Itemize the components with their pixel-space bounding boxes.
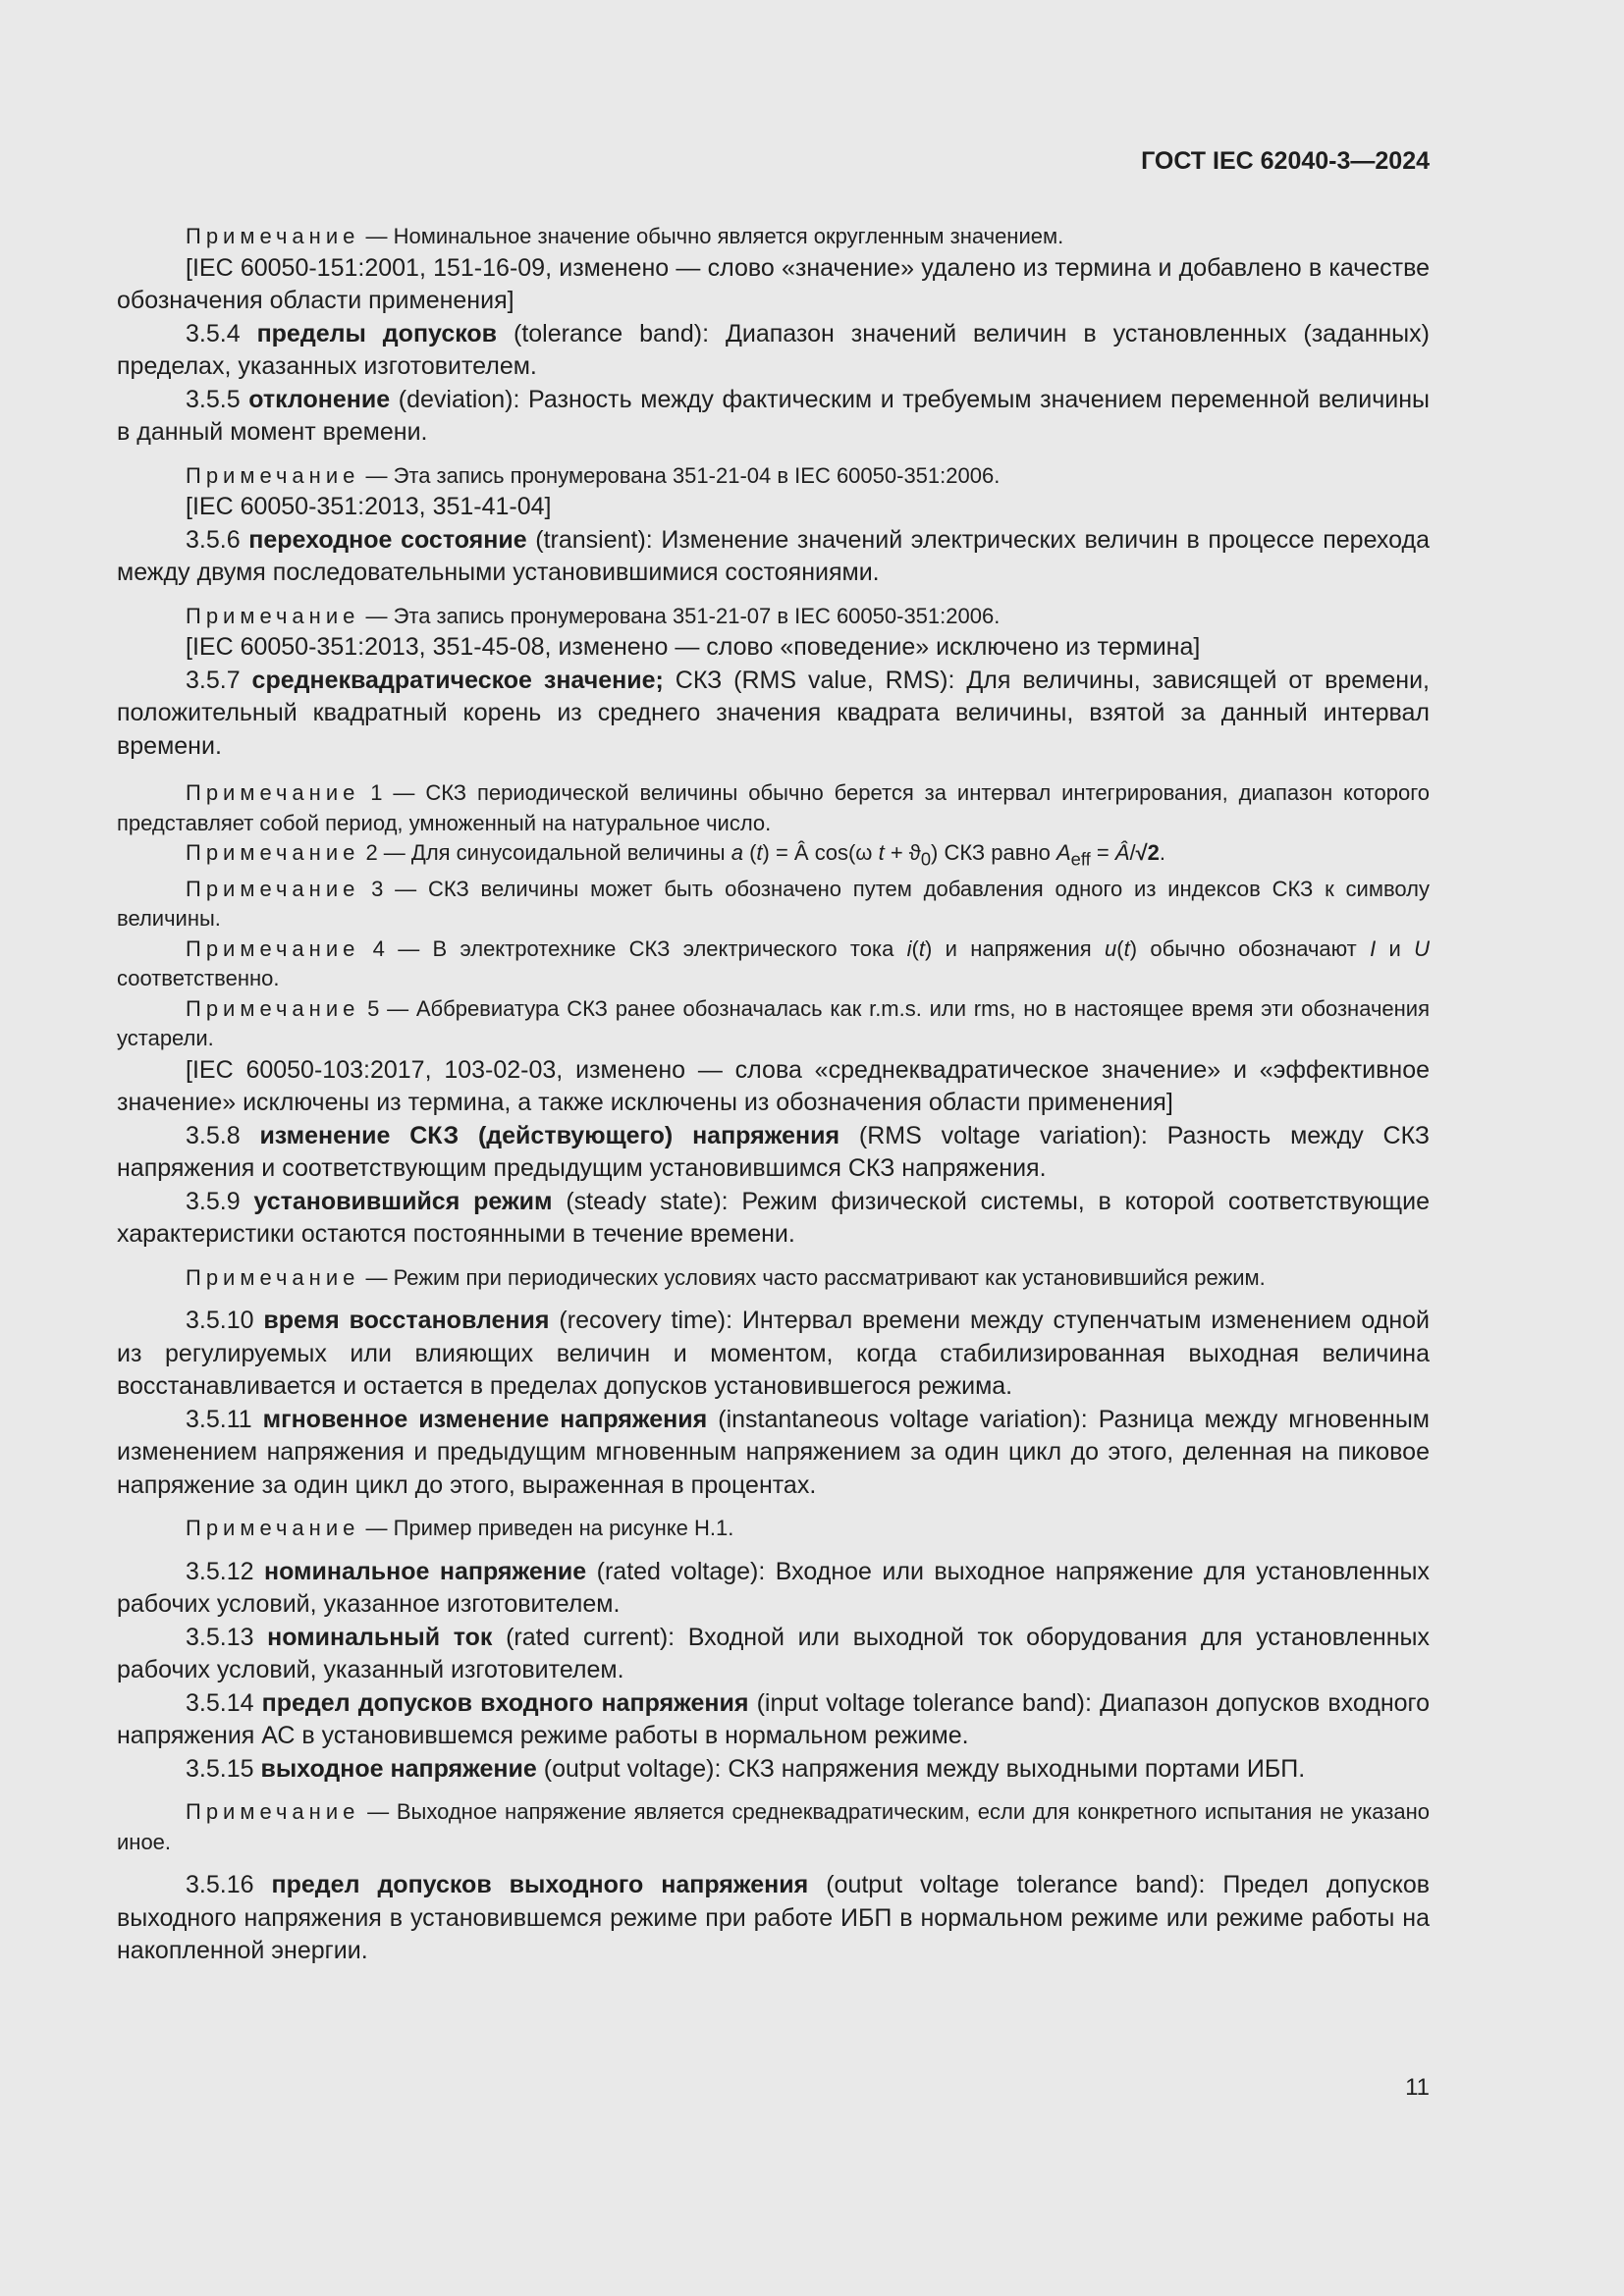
note: Примечание — Режим при периодических условиях часто рассматривают как установившийся режим. <box>186 1264 1266 1290</box>
note: Примечание — Пример приведен на рисунке Н.1. <box>186 1516 734 1541</box>
note-5: Примечание 5 — Аббревиатура СКЗ ранее обозначалась как r.m.s. или rms, но в настоящее время эти обозначения устарели. <box>117 995 1430 1051</box>
term-3-5-7: 3.5.7 среднеквадратическое значение; СКЗ (RMS value, RMS): Для величины, зависящей от времени, положительный квадратный корень из среднего значения квадрата величины, взятой за данный интервал времени. <box>117 666 1430 760</box>
term-3-5-8: 3.5.8 изменение СКЗ (действующего) напряжения (RMS voltage variation): Разность между СКЗ напряжения и соответствующим предыдущим установившимся СКЗ напряжения. <box>117 1121 1430 1183</box>
term-3-5-15: 3.5.15 выходное напряжение (output voltage): СКЗ напряжения между выходными портами ИБП. <box>186 1754 1306 1783</box>
note-2: Примечание 2 — Для синусоидальной величины a (t) = Â cos(ω $t + ϑ_0$) СКЗ равно $A_{eff}$ = Â/√2. <box>186 840 1166 870</box>
term-3-5-10: 3.5.10 время восстановления (recovery time): Интервал времени между ступенчатым изменением одной из регулируемых или влияющих величин и моментом, когда стабилизированная выходная величина восстанавливается и остается в пределах допусков установившегося режима. <box>117 1307 1430 1401</box>
note-1: Примечание 1 — СКЗ периодической величины обычно берется за интервал интегрирования, диапазон которого представляет собой период, умноженный на натуральное число. <box>117 780 1430 835</box>
source-reference: [IEC 60050-351:2013, 351-41-04] <box>186 493 552 520</box>
source-reference: [IEC 60050-151:2001, 151-16-09, изменено — слово «значение» удалено из термина и добавлено в качестве обозначения области применения] <box>117 253 1430 314</box>
source-reference: [IEC 60050-103:2017, 103-02-03, изменено — слова «среднеквадратическое значение» и «эффективное значение» исключены из термина, а также исключены из обозначения области применения] <box>117 1055 1430 1117</box>
note-4: Примечание 4 — В электротехнике СКЗ электрического тока i(t) и напряжения u(t) обычно обозначают I и U соответственно. <box>117 935 1430 991</box>
note: Примечание — Эта запись пронумерована 351-21-07 в IEC 60050-351:2006. <box>186 603 1001 628</box>
note: Примечание — Выходное напряжение является среднеквадратическим, если для конкретного испытания не указано иное. <box>117 1799 1430 1854</box>
note-3: Примечание 3 — СКЗ величины может быть обозначено путем добавления одного из индексов СКЗ к символу величины. <box>117 876 1430 932</box>
term-3-5-5: 3.5.5 отклонение (deviation): Разность между фактическим и требуемым значением переменной величины в данный момент времени. <box>117 385 1430 446</box>
term-3-5-9: 3.5.9 установившийся режим (steady state): Режим физической системы, в которой соответствующие характеристики остаются постоянными в течение времени. <box>117 1187 1430 1249</box>
term-3-5-4: 3.5.4 пределы допусков (tolerance band): Диапазон значений величин в установленных (заданных) пределах, указанных изготовителем. <box>117 319 1430 380</box>
page-number: 11 <box>1405 2074 1430 2101</box>
term-3-5-16: 3.5.16 предел допусков выходного напряжения (output voltage tolerance band): Предел допусков выходного напряжения в установившемся режиме при работе ИБП в нормальном режиме или режиме работы на накопленной энергии. <box>117 1871 1431 1965</box>
note-label: Примечание <box>186 224 360 248</box>
document-header: ГОСТ IEC 62040-3—2024 <box>1141 147 1430 175</box>
term-3-5-11: 3.5.11 мгновенное изменение напряжения (instantaneous voltage variation): Разница между мгновенным изменением напряжения и предыдущим мгновенным напряжением за один цикл до этого, деленная на пиковое напряжение за один цикл до этого, выраженная в процентах. <box>117 1405 1430 1499</box>
note: Примечание — Номинальное значение обычно является округленным значением. <box>186 224 1064 248</box>
term-3-5-13: 3.5.13 номинальный ток (rated current): Входной или выходной ток оборудования для установленных рабочих условий, указанный изготовителем. <box>117 1623 1430 1684</box>
source-reference: [IEC 60050-351:2013, 351-45-08, изменено — слово «поведение» исключено из термина] <box>186 633 1201 661</box>
term-3-5-12: 3.5.12 номинальное напряжение (rated voltage): Входное или выходное напряжение для установленных рабочих условий, указанное изготовителем. <box>117 1557 1431 1619</box>
note: Примечание — Эта запись пронумерована 351-21-04 в IEC 60050-351:2006. <box>186 462 1001 488</box>
term-3-5-6: 3.5.6 переходное состояние (transient): Изменение значений электрических величин в процессе перехода между двумя последовательными установившимися состояниями. <box>117 525 1430 586</box>
document-body <box>117 222 1430 1968</box>
term-3-5-14: 3.5.14 предел допусков входного напряжения (input voltage tolerance band): Диапазон допусков входного напряжения АС в установившемся режиме работы в нормальном режиме. <box>117 1688 1430 1750</box>
